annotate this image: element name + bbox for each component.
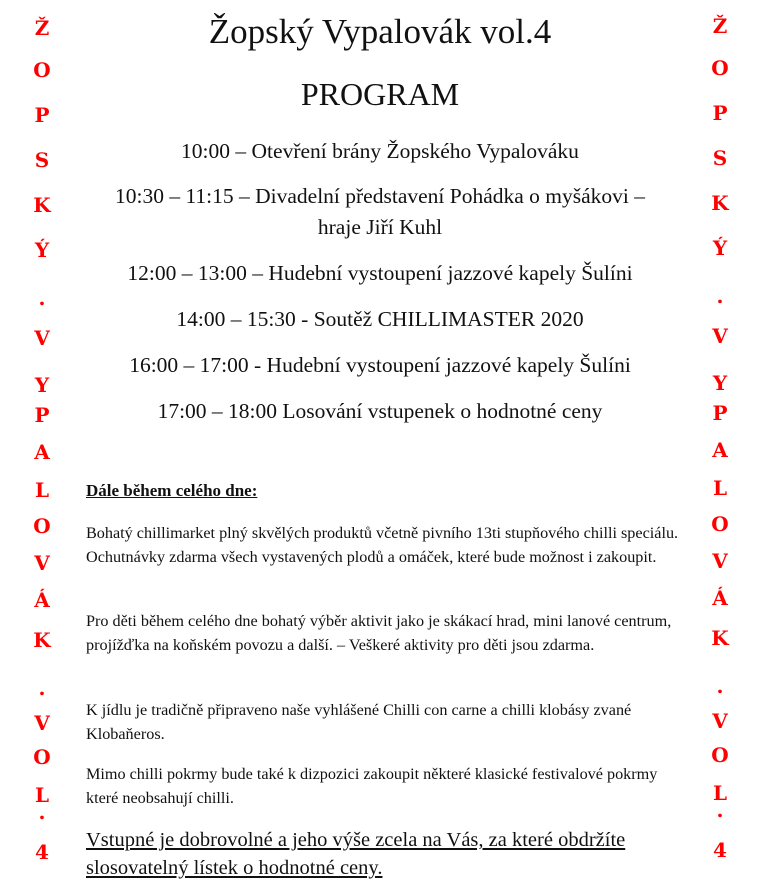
program-item: 10:30 – 11:15 – Divadelní představení Pohádka o myšákovi –: [114, 184, 646, 208]
side-banner-letter: O: [33, 514, 51, 538]
program-item: 12:00 – 13:00 – Hudební vystoupení jazzové kapely Šulíni: [127, 261, 633, 285]
side-banner-letter: O: [711, 56, 729, 80]
all-day-heading: Dále během celého dne:: [86, 481, 258, 500]
admission-note: Vstupné je dobrovolné a jeho výše zcela na Vás, za které obdržíte slosovatelný lístek o hodnotné ceny.: [86, 829, 626, 879]
side-banner-letter: P: [712, 401, 728, 425]
program-item-continuation: hraje Jiří Kuhl: [317, 215, 443, 239]
side-banner-right: [700, 0, 740, 883]
side-banner-letter: V: [34, 551, 50, 575]
side-banner-letter: Ž: [712, 14, 728, 38]
side-banner-letter: K: [711, 626, 729, 650]
program-item: 10:00 – Otevření brány Žopského Vypalováku: [181, 139, 579, 163]
all-day-section: [86, 481, 680, 501]
side-banner-letter: Y: [34, 373, 50, 397]
side-banner-letter: L: [712, 476, 728, 500]
side-banner-letter: 4: [713, 838, 727, 862]
side-banner-letter: .: [716, 674, 724, 698]
side-banner-letter: K: [33, 628, 51, 652]
side-banner-letter: K: [711, 191, 729, 215]
paragraph-food: K jídlu je tradičně připraveno naše vyhlášené Chilli con carne a chilli klobásy zvané Klobaňeros.: [86, 701, 632, 743]
side-banner-letter: O: [33, 745, 51, 769]
side-banner-letter: .: [38, 676, 46, 700]
program-item: 16:00 – 17:00 - Hudební vystoupení jazzové kapely Šulíni: [129, 353, 631, 377]
side-banner-letter: P: [34, 103, 50, 127]
side-banner-letter: V: [712, 549, 728, 573]
side-banner-letter: V: [34, 326, 50, 350]
side-banner-letter: Á: [712, 586, 728, 610]
side-banner-left: [22, 0, 62, 883]
side-banner-letter: V: [34, 711, 50, 735]
side-banner-letter: S: [34, 148, 50, 172]
side-banner-letter: L: [712, 781, 728, 805]
side-banner-letter: S: [712, 146, 728, 170]
side-banner-letter: L: [34, 783, 50, 807]
page-title: Žopský Vypalovák vol.4: [208, 12, 552, 51]
side-banner-letter: Ý: [34, 238, 50, 262]
side-banner-letter: V: [712, 324, 728, 348]
paragraph-other-food: Mimo chilli pokrmy bude také k dizpozici zakoupit některé klasické festivalové pokrmy které neobsahují chilli.: [86, 765, 658, 807]
side-banner-letter: P: [34, 403, 50, 427]
side-banner-letter: L: [34, 478, 50, 502]
side-banner-letter: A: [34, 440, 50, 464]
program-item: 17:00 – 18:00 Losování vstupenek o hodnotné ceny: [157, 399, 603, 423]
side-banner-letter: .: [716, 798, 724, 822]
side-banner-letter: P: [712, 101, 728, 125]
side-banner-letter: Ž: [34, 16, 50, 40]
side-banner-letter: O: [711, 743, 729, 767]
side-banner-letter: .: [716, 284, 724, 308]
side-banner-letter: .: [38, 286, 46, 310]
side-banner-letter: A: [712, 438, 728, 462]
program-heading: PROGRAM: [300, 76, 460, 112]
side-banner-letter: Y: [712, 371, 728, 395]
side-banner-letter: O: [711, 512, 729, 536]
side-banner-letter: K: [33, 193, 51, 217]
side-banner-letter: .: [38, 800, 46, 824]
paragraph-chillimarket: Bohatý chillimarket plný skvělých produktů včetně pivního 13ti stupňového chilli speciálu. Ochutnávky zdarma všech vystavených plodů a omáček, které bude možnost i zakoupit.: [86, 524, 679, 566]
side-banner-letter: O: [33, 58, 51, 82]
side-banner-letter: 4: [35, 840, 49, 864]
side-banner-letter: V: [712, 709, 728, 733]
side-banner-letter: Ý: [712, 236, 728, 260]
side-banner-letter: Á: [34, 588, 50, 612]
paragraph-kids: Pro děti během celého dne bohatý výběr aktivit jako je skákací hrad, mini lanové centrum, projížďka na koňském povozu a další. – Veškeré aktivity pro děti jsou zdarma.: [86, 612, 672, 654]
program-item: 14:00 – 15:30 - Soutěž CHILLIMASTER 2020: [176, 307, 584, 331]
